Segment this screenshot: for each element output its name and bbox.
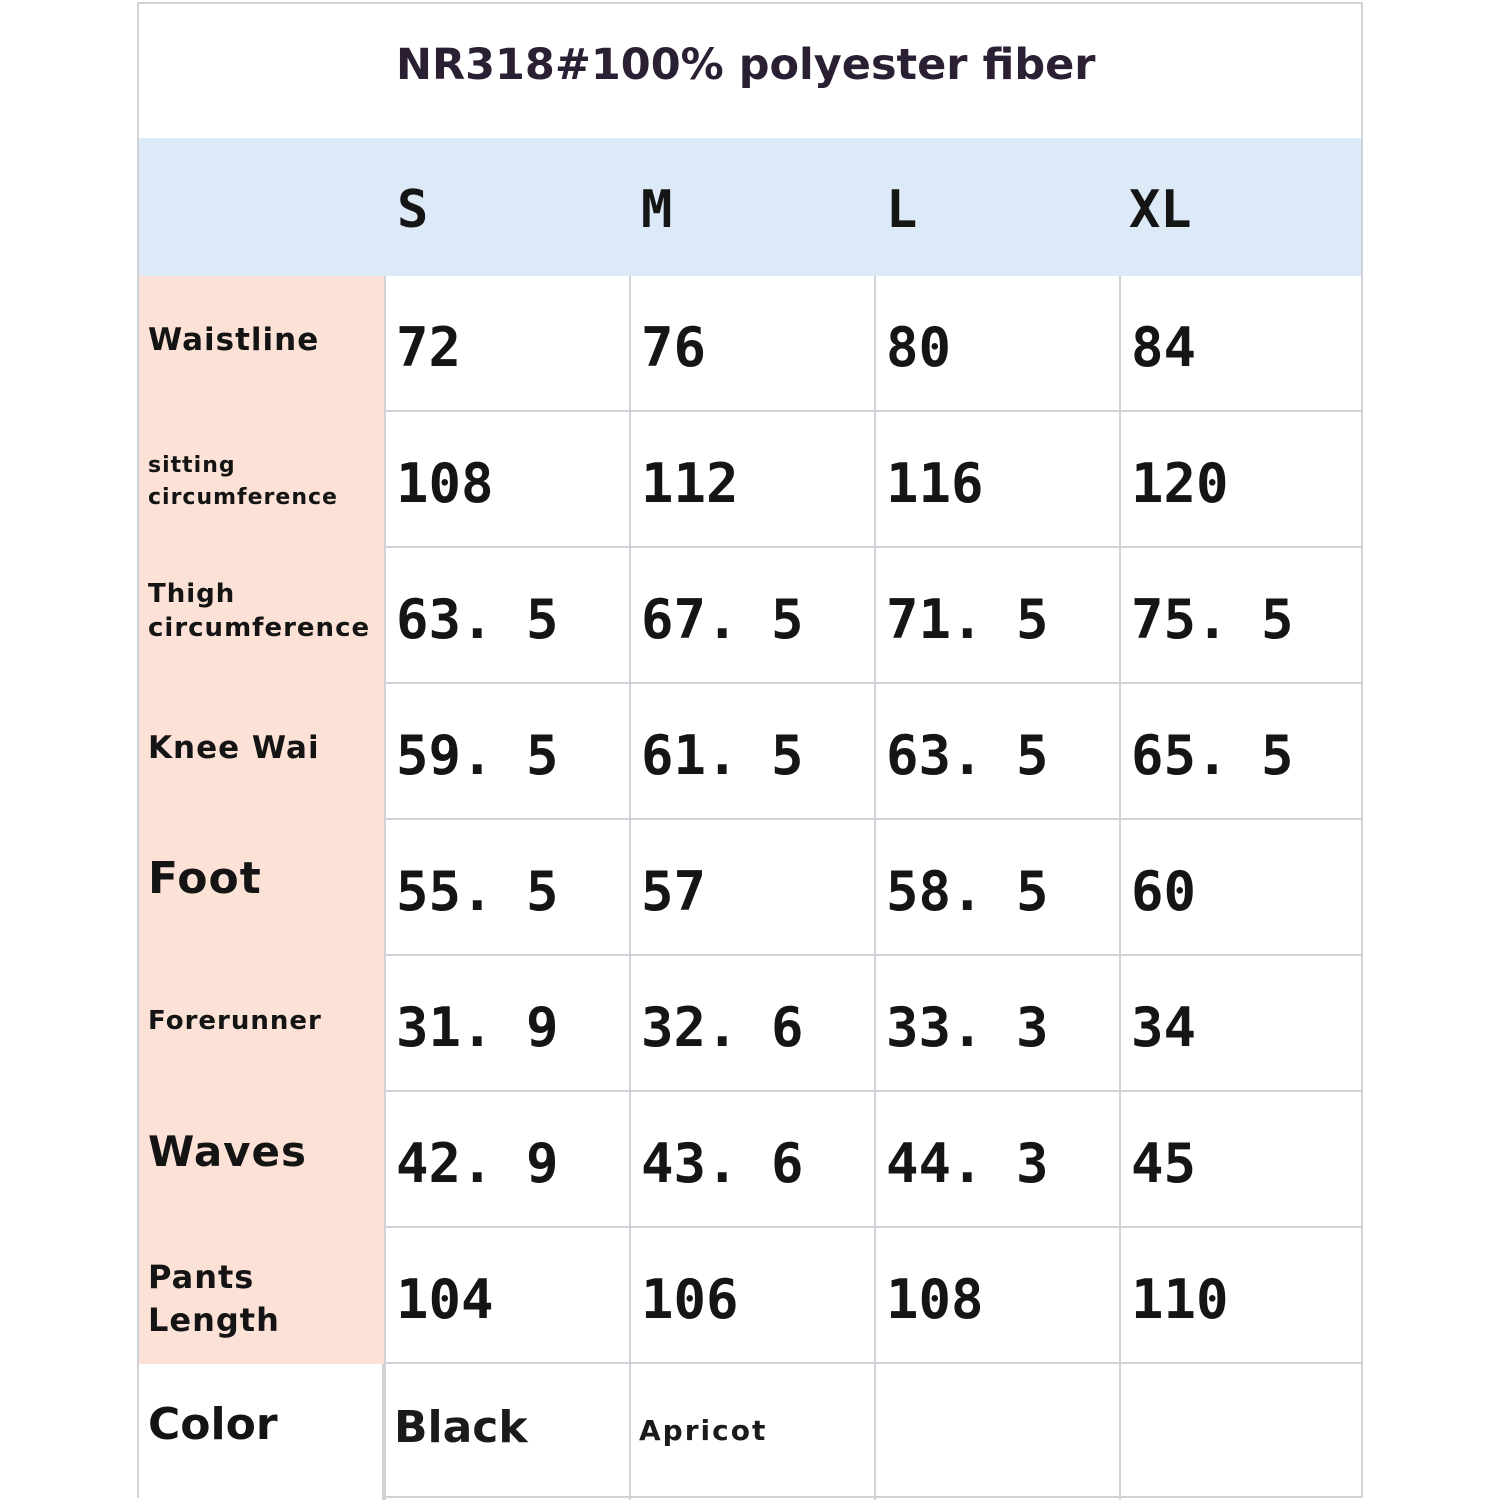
value-xl: 75. 5 xyxy=(1131,588,1294,651)
row-label-thigh-circumference: Thigh circumference xyxy=(148,579,371,643)
table-row xyxy=(139,412,1361,548)
value-cell xyxy=(1119,820,1361,954)
row-label-forerunner: Forerunner xyxy=(148,1006,322,1036)
value-cell xyxy=(874,412,1119,546)
value-cell xyxy=(629,412,874,546)
table-row xyxy=(139,1092,1361,1228)
value-l: 33. 3 xyxy=(886,996,1049,1059)
value-l: 44. 3 xyxy=(886,1132,1049,1195)
value-cell xyxy=(629,820,874,954)
value-cell xyxy=(384,412,629,546)
value-xl: 120 xyxy=(1131,452,1229,515)
value-m: 106 xyxy=(641,1268,739,1331)
value-cell xyxy=(384,956,629,1090)
row-label-foot: Foot xyxy=(148,853,262,904)
value-cell xyxy=(874,548,1119,682)
value-cell xyxy=(384,1364,629,1500)
value-cell xyxy=(1119,1228,1361,1362)
table-row xyxy=(139,956,1361,1092)
row-label-cell xyxy=(139,412,384,548)
row-label-cell xyxy=(139,820,384,956)
value-cell xyxy=(1119,548,1361,682)
value-cell xyxy=(384,1092,629,1226)
row-label-cell xyxy=(139,1228,384,1364)
value-s: 59. 5 xyxy=(396,724,559,787)
value-cell xyxy=(874,956,1119,1090)
value-cell xyxy=(384,820,629,954)
value-s: 63. 5 xyxy=(396,588,559,651)
value-cell xyxy=(1119,276,1361,410)
value-s: 31. 9 xyxy=(396,996,559,1059)
value-cell xyxy=(629,276,874,410)
value-cell xyxy=(629,1364,874,1500)
value-xl: 84 xyxy=(1131,316,1197,379)
size-header-s: S xyxy=(397,180,429,240)
size-chart-table xyxy=(137,2,1363,1498)
product-title: NR318#100% polyester fiber xyxy=(396,40,1096,90)
title-row xyxy=(139,4,1361,138)
value-cell xyxy=(384,548,629,682)
value-m: 57 xyxy=(641,860,707,923)
value-m: 32. 6 xyxy=(641,996,804,1059)
table-row-color xyxy=(139,1364,1361,1500)
value-cell xyxy=(629,956,874,1090)
value-xl: 60 xyxy=(1131,860,1197,923)
value-xl: 110 xyxy=(1131,1268,1229,1331)
table-row xyxy=(139,684,1361,820)
value-xl: 65. 5 xyxy=(1131,724,1294,787)
value-cell xyxy=(384,276,629,410)
row-label-knee-wai: Knee Wai xyxy=(148,730,320,766)
value-cell xyxy=(629,548,874,682)
value-xl: 45 xyxy=(1131,1132,1197,1195)
value-cell xyxy=(1119,684,1361,818)
row-label-color: Color xyxy=(148,1399,278,1450)
value-m: 61. 5 xyxy=(641,724,804,787)
value-cell-empty xyxy=(1119,1364,1361,1500)
row-label-pants-length: Pants Length xyxy=(148,1258,280,1340)
color-value-black: Black xyxy=(394,1402,528,1453)
value-cell xyxy=(629,1228,874,1362)
row-label-sitting-circumference: sitting circumference xyxy=(148,453,338,510)
table-row xyxy=(139,1228,1361,1364)
row-label-waistline: Waistline xyxy=(148,322,320,358)
value-l: 71. 5 xyxy=(886,588,1049,651)
value-s: 108 xyxy=(396,452,494,515)
value-l: 108 xyxy=(886,1268,984,1331)
row-label-waves: Waves xyxy=(148,1127,308,1176)
value-cell-empty xyxy=(874,1364,1119,1500)
value-m: 43. 6 xyxy=(641,1132,804,1195)
size-header-row xyxy=(139,138,1361,276)
value-xl: 34 xyxy=(1131,996,1197,1059)
value-cell xyxy=(629,684,874,818)
value-cell xyxy=(874,1092,1119,1226)
value-l: 116 xyxy=(886,452,984,515)
value-cell xyxy=(629,1092,874,1226)
row-label-cell xyxy=(139,956,384,1092)
size-header-l: L xyxy=(886,180,918,240)
value-s: 104 xyxy=(396,1268,494,1331)
value-m: 76 xyxy=(641,316,707,379)
value-cell xyxy=(1119,412,1361,546)
row-label-cell xyxy=(139,548,384,684)
value-s: 72 xyxy=(396,316,462,379)
value-l: 80 xyxy=(886,316,952,379)
value-cell xyxy=(384,684,629,818)
value-m: 112 xyxy=(641,452,739,515)
row-label-cell xyxy=(139,684,384,820)
value-cell xyxy=(874,820,1119,954)
value-cell xyxy=(874,1228,1119,1362)
size-header-m: M xyxy=(641,180,673,240)
row-label-cell xyxy=(139,1092,384,1228)
table-row xyxy=(139,548,1361,684)
table-row xyxy=(139,276,1361,412)
value-cell xyxy=(384,1228,629,1362)
row-label-cell xyxy=(139,1364,384,1500)
row-label-cell xyxy=(139,276,384,412)
value-cell xyxy=(874,276,1119,410)
value-cell xyxy=(1119,956,1361,1090)
value-s: 55. 5 xyxy=(396,860,559,923)
value-l: 58. 5 xyxy=(886,860,1049,923)
value-s: 42. 9 xyxy=(396,1132,559,1195)
value-m: 67. 5 xyxy=(641,588,804,651)
value-l: 63. 5 xyxy=(886,724,1049,787)
value-cell xyxy=(874,684,1119,818)
table-row xyxy=(139,820,1361,956)
size-header-xl: XL xyxy=(1129,180,1192,240)
color-value-apricot: Apricot xyxy=(639,1414,768,1447)
value-cell xyxy=(1119,1092,1361,1226)
